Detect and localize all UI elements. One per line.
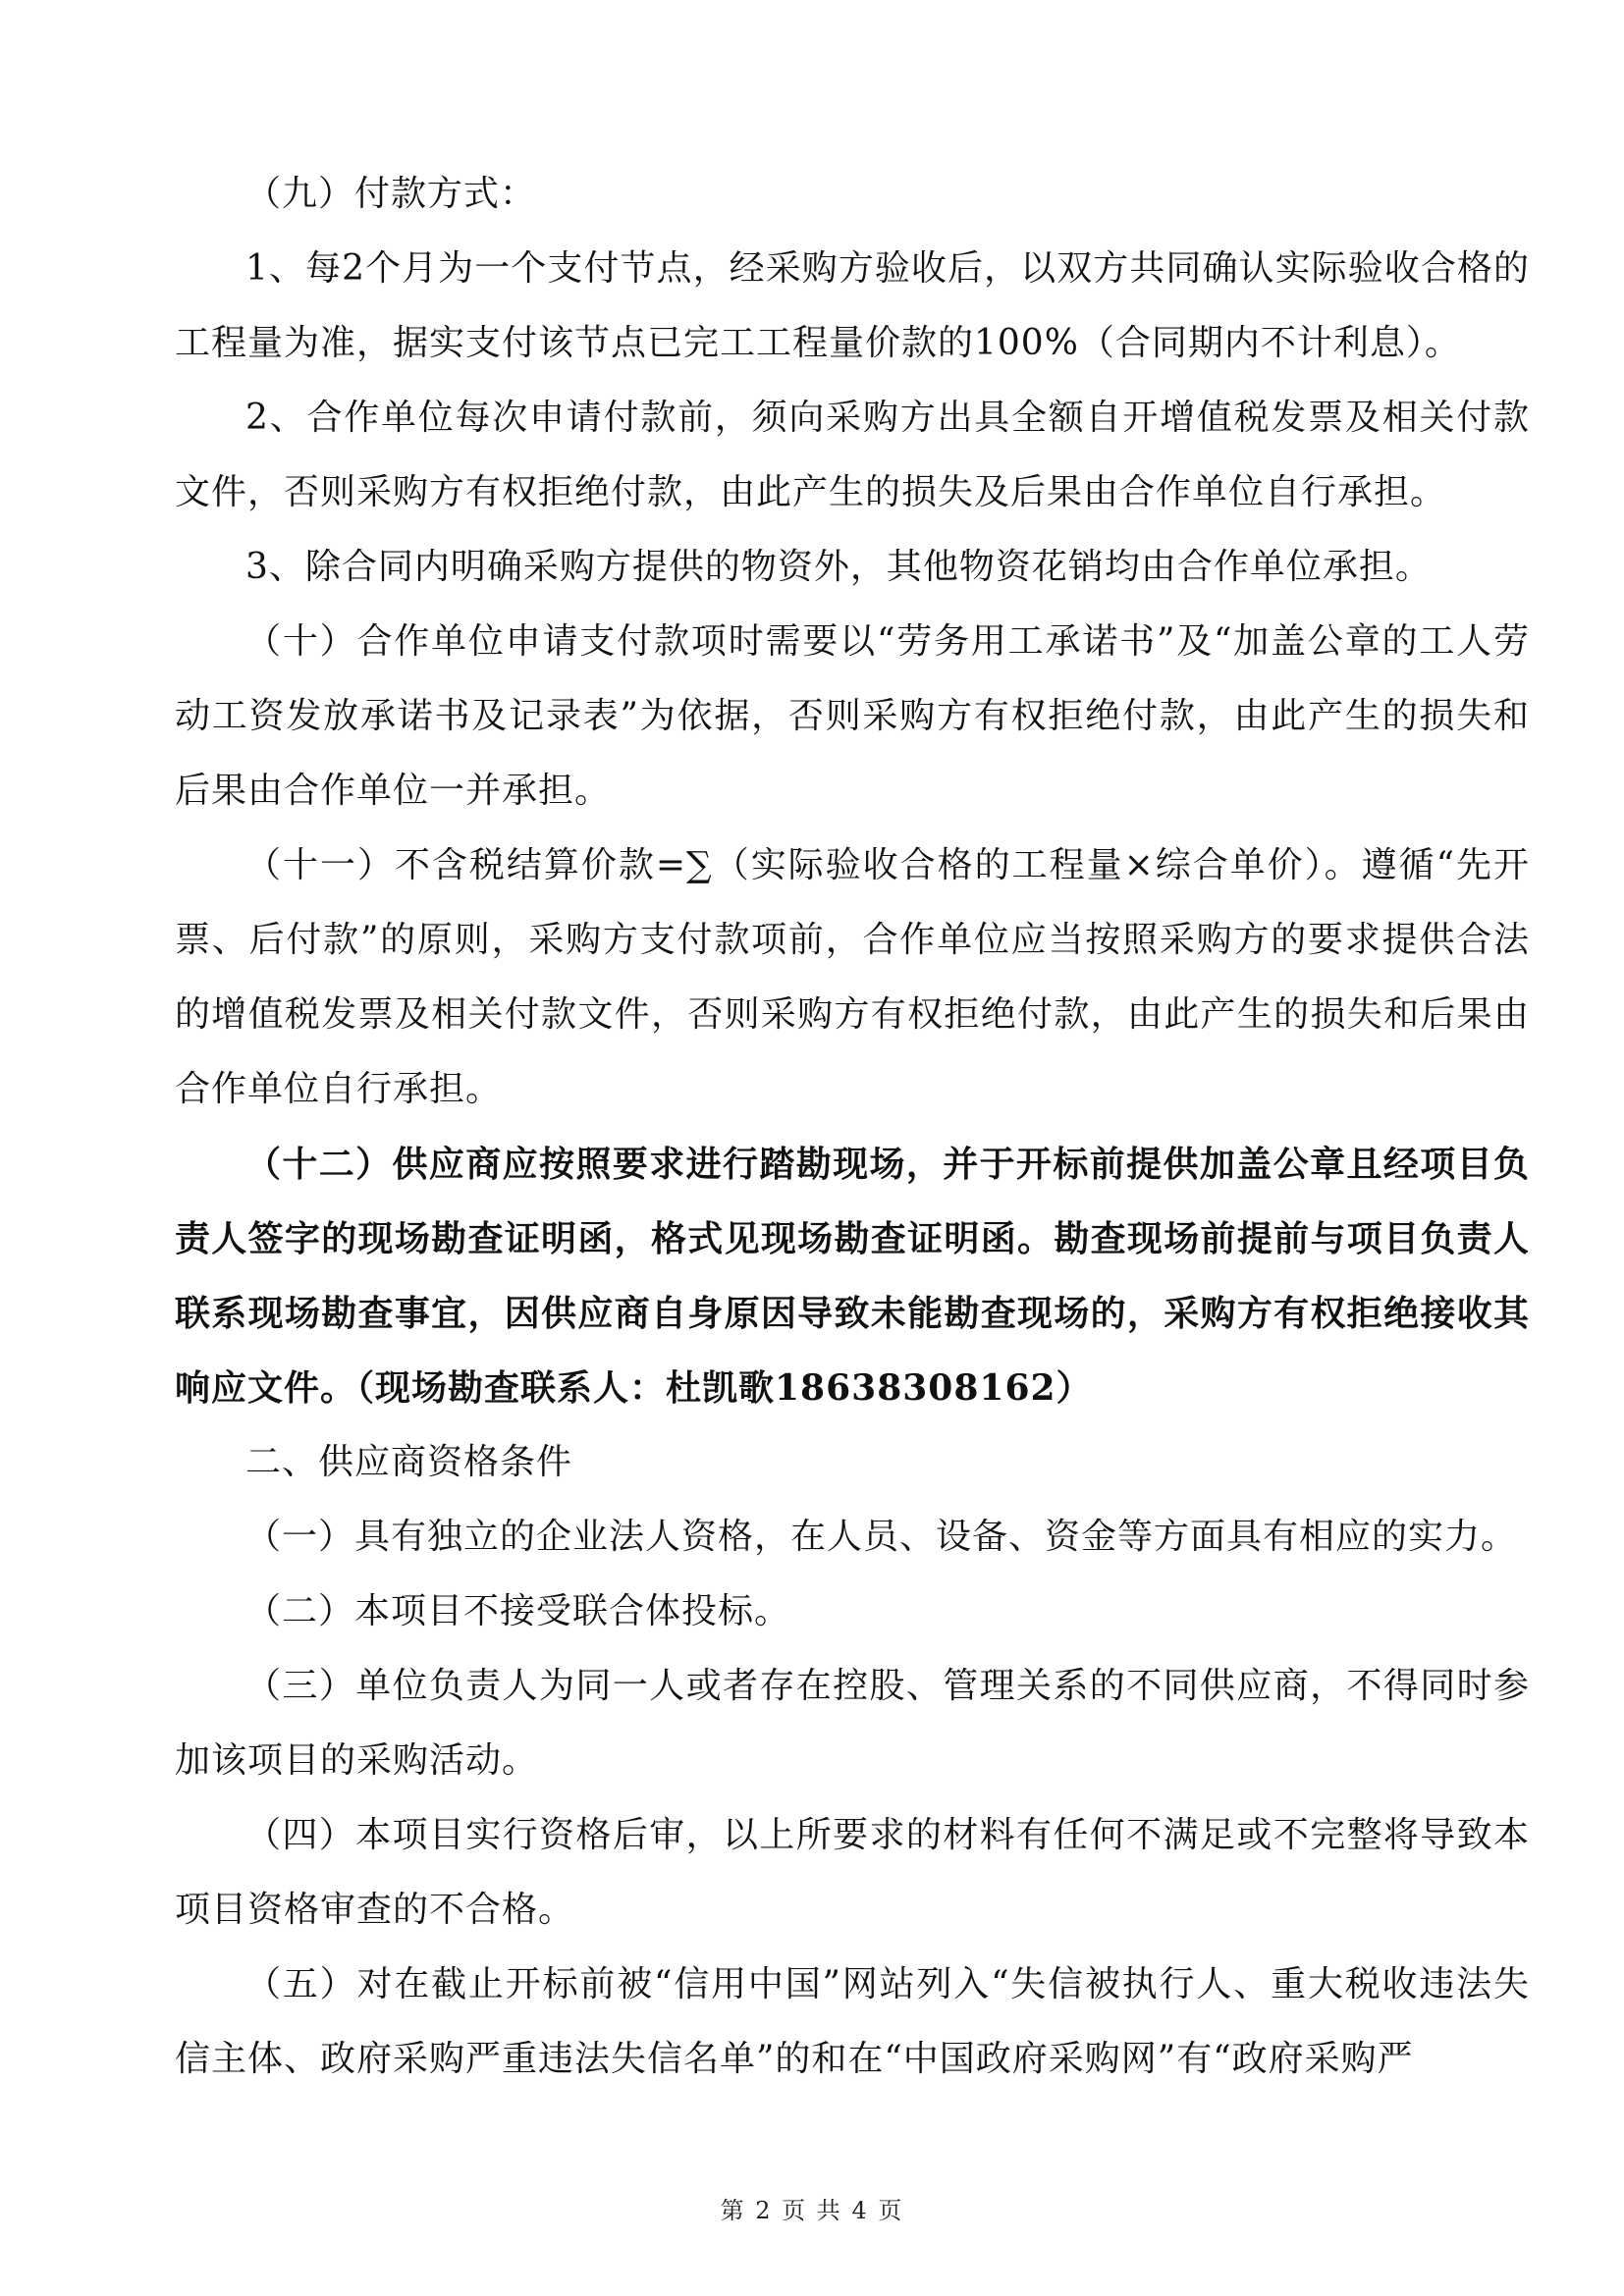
- paragraph-qualification-3: （三）单位负责人为同一人或者存在控股、管理关系的不同供应商，不得同时参加该项目的采购活动。: [175, 1666, 1530, 1781]
- paragraph-clause-11: （十一）不含税结算价款=∑（实际验收合格的工程量×综合单价）。遵循“先开票、后付款”的原则，采购方支付款项前，合作单位应当按照采购方的要求提供合法的增值税发票及相关付款文件，否则采购方有权拒绝付款，由此产生的损失和后果由合作单位自行承担。: [175, 845, 1530, 1109]
- paragraph-payment-method-heading: （九）付款方式：: [245, 174, 537, 214]
- paragraph-clause-10: （十）合作单位申请支付款项时需要以“劳务用工承诺书”及“加盖公章的工人劳动工资发放承诺书及记录表”为依据，否则采购方有权拒绝付款，由此产生的损失和后果由合作单位一并承担。: [175, 621, 1530, 811]
- paragraph-payment-item-2: 2、合作单位每次申请付款前，须向采购方出具全额自开增值税发票及相关付款文件，否则采购方有权拒绝付款，由此产生的损失及后果由合作单位自行承担。: [175, 398, 1530, 512]
- section-heading-qualifications: 二、供应商资格条件: [245, 1442, 573, 1482]
- paragraph-qualification-4: （四）本项目实行资格后审，以上所要求的材料有任何不满足或不完整将导致本项目资格审查的不合格。: [175, 1815, 1530, 1930]
- page-number-footer: 第 2 页 共 4 页: [720, 2197, 904, 2224]
- paragraph-payment-item-1: 1、每2个月为一个支付节点，经采购方验收后，以双方共同确认实际验收合格的工程量为准，据实支付该节点已完工工程量价款的100%（合同期内不计利息）。: [175, 248, 1530, 363]
- paragraph-qualification-1: （一）具有独立的企业法人资格，在人员、设备、资金等方面具有相应的实力。: [245, 1517, 1518, 1557]
- document-body: [175, 157, 1530, 2097]
- paragraph-qualification-2: （二）本项目不接受联合体投标。: [245, 1591, 791, 1631]
- paragraph-qualification-5: （五）对在截止开标前被“信用中国”网站列入“失信被执行人、重大税收违法失信主体、政府采购严重违法失信名单”的和在“中国政府采购网”有“政府采购严: [175, 1964, 1530, 2079]
- paragraph-clause-12: （十二）供应商应按照要求进行踏勘现场，并于开标前提供加盖公章且经项目负责人签字的现场勘查证明函，格式见现场勘查证明函。勘查现场前提前与项目负责人联系现场勘查事宜，因供应商自身原因导致未能勘查现场的，采购方有权拒绝接收其响应文件。（现场勘查联系人：杜凯歌18638308162）: [175, 1144, 1530, 1409]
- paragraph-payment-item-3: 3、除合同内明确采购方提供的物资外，其他物资花销均由合作单位承担。: [245, 547, 1432, 587]
